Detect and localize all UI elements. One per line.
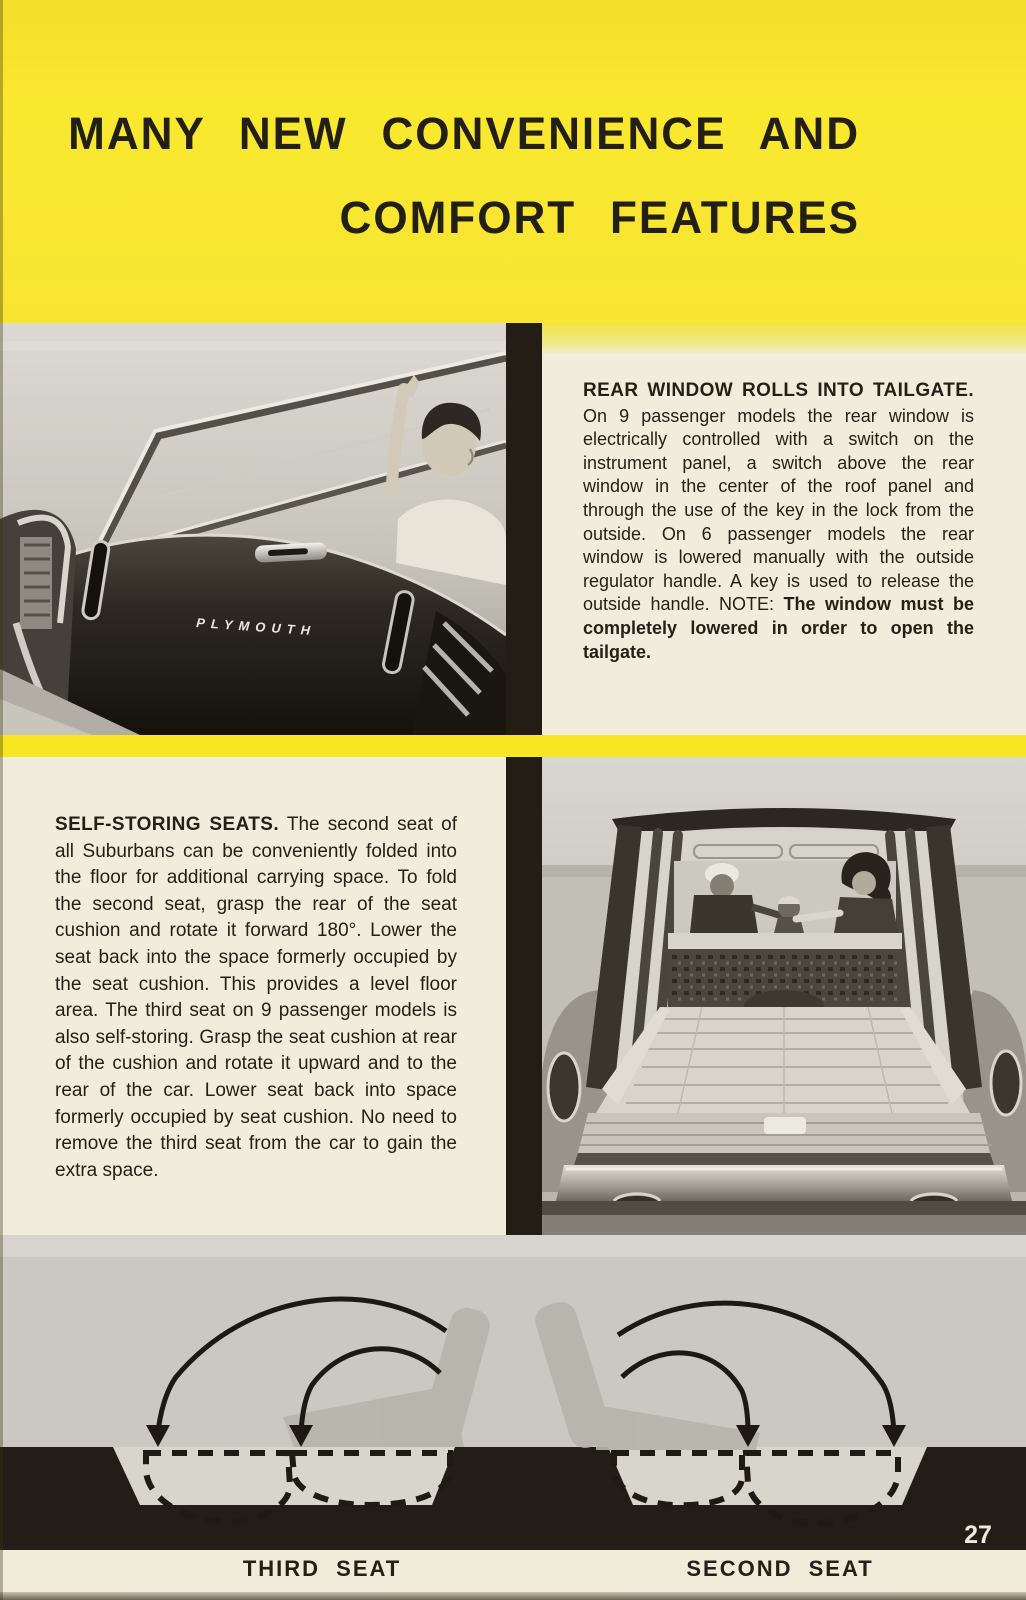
self-storing-heading: SELF-STORING SEATS. bbox=[55, 814, 280, 835]
page-number: 27 bbox=[964, 1521, 992, 1549]
label-third-seat: THIRD SEAT bbox=[242, 1556, 402, 1581]
rear-window-heading: REAR WINDOW ROLLS INTO TAILGATE. bbox=[583, 380, 974, 401]
cargo-floor bbox=[596, 1007, 970, 1113]
rear-window-body: On 9 passenger models the rear window is electrically controlled with a switch on the instrument panel, a switch above the rear window in the center of the roof panel and through the use of the key in the lock from the outside. On 6 passenger models the rear window is lowered manually with the outside regulator handle. A key is used to release the outside handle. NOTE: bbox=[583, 405, 974, 615]
header-band-right-fade bbox=[542, 323, 1026, 353]
seat-fold-diagram bbox=[0, 1235, 1026, 1550]
page-title-line1: MANY NEW CONVENIENCE AND bbox=[68, 108, 860, 159]
seat-fold-diagram-art bbox=[0, 1235, 1026, 1550]
self-storing-body: The second seat of all Suburbans can be conveniently folded into the floor for additional carrying space. To fold the second seat, grasp the rear of the seat cushion and rotate it forward 180°. Lower the seat back into the space formerly occupied by the seat cushion. This provides a level floor area. The third seat on 9 passenger models is also self-storing. Grasp the seat cushion at rear of the cushion and rotate it upward and to the rear of the car. Lower seat back into space formerly occupied by seat cushion. No need to remove the third seat from the car to gain the extra space. bbox=[55, 814, 457, 1181]
self-storing-paragraph bbox=[55, 812, 457, 1184]
photo-tailgate-window-art bbox=[0, 323, 506, 735]
left-page-edge bbox=[0, 0, 3, 1600]
photo-tailgate-window bbox=[0, 323, 506, 735]
rear-window-text bbox=[583, 379, 974, 664]
lowered-tailgate bbox=[574, 1113, 994, 1165]
yellow-strip bbox=[0, 735, 1026, 757]
self-storing-text bbox=[55, 812, 457, 1184]
page-title-line2: COMFORT FEATURES bbox=[339, 192, 861, 243]
plymouth-badge: PLYMOUTH bbox=[195, 615, 317, 639]
photo-cargo-area-art bbox=[542, 757, 1026, 1235]
rear-window-note: The window must be completely lowered in order to open the tailgate. bbox=[583, 594, 974, 662]
bottom-page-edge bbox=[0, 1592, 1026, 1600]
label-second-seat: SECOND SEAT bbox=[686, 1556, 874, 1581]
page-title bbox=[68, 92, 860, 260]
rear-window-paragraph bbox=[583, 379, 974, 664]
photo-divider-bar bbox=[506, 323, 542, 1235]
photo-cargo-area bbox=[542, 757, 1026, 1235]
